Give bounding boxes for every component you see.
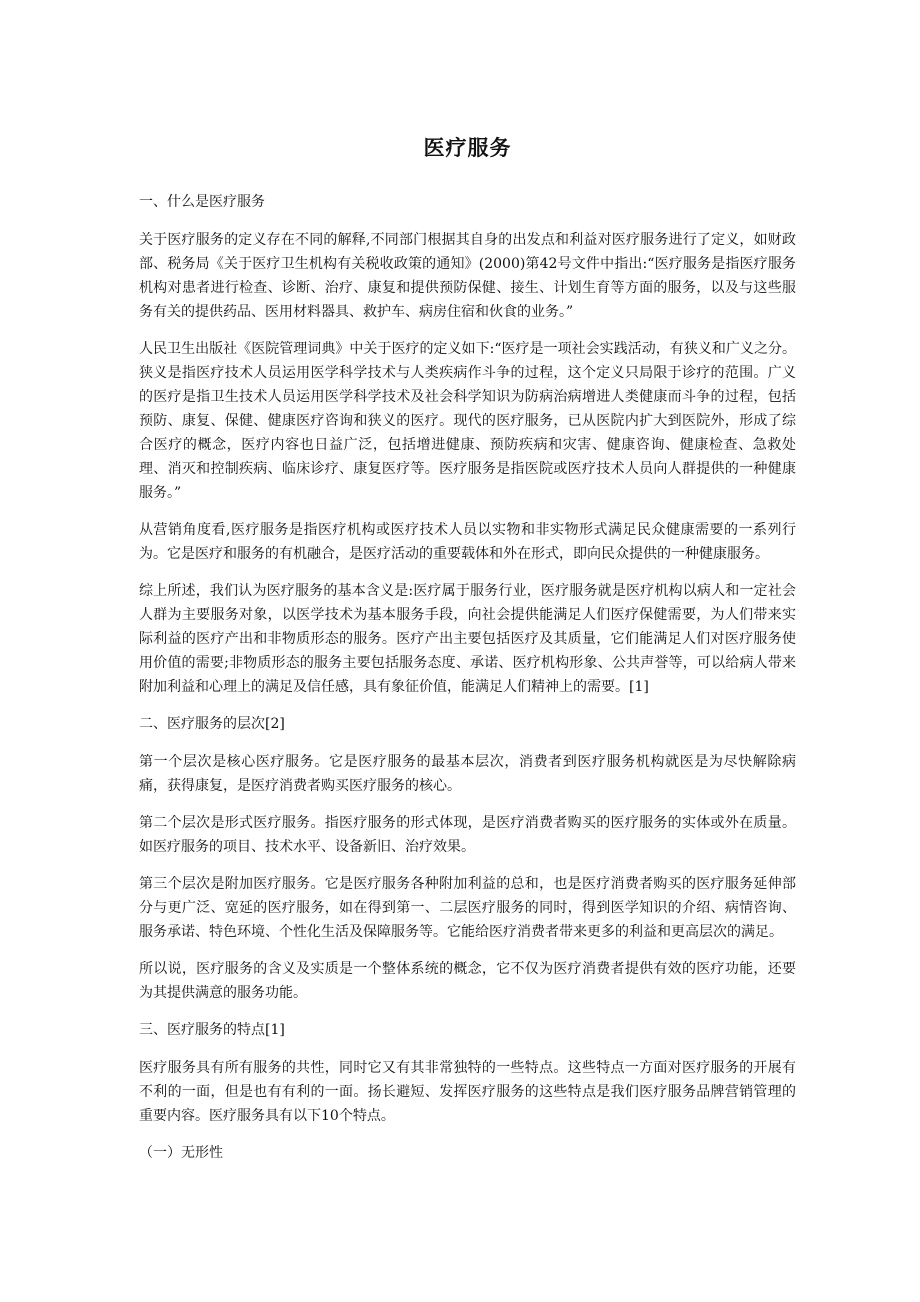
paragraph-6: 第二个层次是形式医疗服务。指医疗服务的形式体现，是医疗消费者购买的医疗服务的实体或外在质量。如医疗服务的项目、技术水平、设备新旧、治疗效果。 — [139, 815, 796, 855]
paragraph-3: 从营销角度看,医疗服务是指医疗机构或医疗技术人员以实物和非实物形式满足民众健康需要的一系列行为。它是医疗和服务的有机融合，是医疗活动的重要载体和外在形式，即向民众提供的一种健康服务。 — [139, 522, 796, 562]
paragraph-5: 第一个层次是核心医疗服务。它是医疗服务的最基本层次，消费者到医疗服务机构就医是为尽快解除病痛，获得康复，是医疗消费者购买医疗服务的核心。 — [139, 754, 796, 794]
section-heading-2: 二、医疗服务的层次[2] — [139, 716, 285, 732]
paragraph-8: 所以说，医疗服务的含义及实质是一个整体系统的概念，它不仅为医疗消费者提供有效的医疗功能，还要为其提供满意的服务功能。 — [139, 961, 796, 1001]
paragraph-4: 综上所述，我们认为医疗服务的基本含义是:医疗属于服务行业，医疗服务就是医疗机构以病人和一定社会人群为主要服务对象，以医学技术为基本服务手段，向社会提供能满足人们医疗保健需要，为人们带来实际利益的医疗产出和非物质形态的服务。医疗产出主要包括医疗及其质量，它们能满足人们对医疗服务使用价值的需要;非物质形态的服务主要包括服务态度、承诺、医疗机构形象、公共声誉等，可以给病人带来附加利益和心理上的满足及信任感，具有象征价值，能满足人们精神上的需要。[1] — [139, 583, 796, 695]
paragraph-9: 医疗服务具有所有服务的共性，同时它又有其非常独特的一些特点。这些特点一方面对医疗服务的开展有不利的一面，但是也有有利的一面。扬长避短、发挥医疗服务的这些特点是我们医疗服务品牌营销管理的重要内容。医疗服务具有以下10个特点。 — [139, 1060, 796, 1124]
paragraph-2: 人民卫生出版社《医院管理词典》中关于医疗的定义如下:“医疗是一项社会实践活动，有狭义和广义之分。狭义是指医疗技术人员运用医学科学技术与人类疾病作斗争的过程，这个定义只局限于诊疗的范围。广义的医疗是指卫生技术人员运用医学科学技术及社会科学知识为防病治病增进人类健康而斗争的过程，包括预防、康复、保健、健康医疗咨询和狭义的医疗。现代的医疗服务，已从医院内扩大到医院外，形成了综合医疗的概念，医疗内容也日益广泛，包括增进健康、预防疾病和灾害、健康咨询、健康检查、急救处理、消灭和控制疾病、临床诊疗、康复医疗等。医疗服务是指医院或医疗技术人员向人群提供的一种健康服务。” — [139, 341, 796, 501]
section-heading-3: 三、医疗服务的特点[1] — [139, 1022, 285, 1038]
section-heading-1: 一、什么是医疗服务 — [139, 194, 265, 210]
document-title: 医疗服务 — [423, 135, 512, 160]
paragraph-7: 第三个层次是附加医疗服务。它是医疗服务各种附加利益的总和，也是医疗消费者购买的医疗服务延伸部分与更广泛、宽延的医疗服务，如在得到第一、二层医疗服务的同时，得到医学知识的介绍、病情咨询、服务承诺、特色环境、个性化生活及保障服务等。它能给医疗消费者带来更多的利益和更高层次的满足。 — [139, 876, 796, 940]
subsection-heading-1: （一）无形性 — [139, 1145, 223, 1161]
paragraph-1: 关于医疗服务的定义存在不同的解释,不同部门根据其自身的出发点和利益对医疗服务进行了定义，如财政部、税务局《关于医疗卫生机构有关税收政策的通知》(2000)第42号文件中指出:“医疗服务是指医疗服务机构对患者进行检查、诊断、治疗、康复和提供预防保健、接生、计划生育等方面的服务，以及与这些服务有关的提供药品、医用材料器具、救护车、病房住宿和伙食的业务。” — [139, 232, 796, 320]
